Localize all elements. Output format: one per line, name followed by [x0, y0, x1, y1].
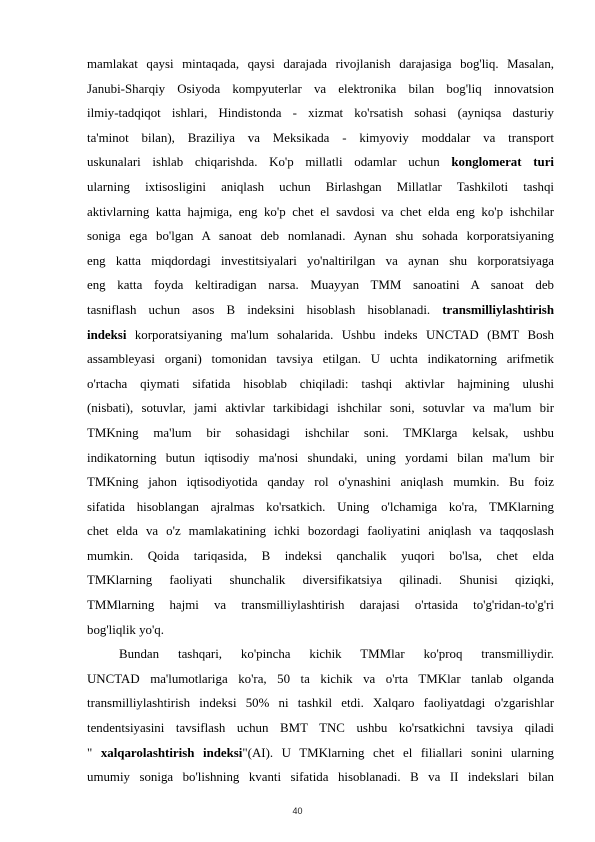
text-line	[87, 298, 554, 323]
text-span: transmilliylashtirish indeksi 50% ni tashkil etdi. Xalqaro faoliyatdagi o'zgarishlar	[87, 696, 554, 711]
text-span: eng katta foyda keltiradigan narsa. Muayyan TMM sanoatini A sanoat deb	[87, 278, 554, 293]
text-span: ilmiy-tadqiqot ishlari, Hindistonda - xizmat ko'rsatish sohasi (ayniqsa dasturiy	[87, 106, 554, 121]
text-span: TMMlarning hajmi va transmilliylashtirish darajasi o'rtasida to'g'ridan-to'g'ri	[87, 598, 554, 613]
text-span: Bundan tashqari, ko'pincha kichik TMMlar ko'proq transmilliydir.	[119, 647, 554, 662]
text-line	[87, 101, 554, 126]
text-line	[87, 593, 554, 618]
bold-term: konglomerat turi	[451, 155, 554, 170]
text-line	[87, 470, 554, 495]
text-span: o'rtacha qiymati sifatida hisoblab chiqiladi: tashqi aktivlar hajmining ulushi	[87, 376, 554, 391]
text-span: chet elda va o'z mamlakatining ichki bozordagi faoliyatini aniqlash va taqqoslash	[87, 524, 554, 539]
text-line	[87, 273, 554, 298]
text-line	[87, 568, 554, 593]
text-span: soniga ega bo'lgan A sanoat deb nomlanadi. Aynan shu sohada korporatsiyaning	[87, 229, 554, 244]
text-line	[87, 544, 554, 569]
text-span: mamlakat qaysi mintaqada, qaysi darajada rivojlanish darajasiga bog'liq. Masalan,	[87, 57, 554, 71]
text-span: "(AI). U TMKlarning chet el filiallari sonini ularning	[242, 745, 554, 760]
text-line	[87, 741, 554, 766]
text-span: ta'minot bilan), Braziliya va Meksikada - kimyoviy moddalar va transport	[87, 130, 554, 145]
text-span: umumiy soniga bo'lishning kvanti sifatida hisoblanadi. B va II indekslari bilan	[87, 770, 554, 785]
text-line	[87, 249, 554, 274]
text-line	[87, 421, 554, 446]
text-line	[87, 716, 554, 741]
text-line	[87, 618, 554, 643]
text-line	[87, 642, 554, 667]
text-span: (nisbati), sotuvlar, jami aktivlar tarkibidagi ishchilar soni, sotuvlar va ma'lum bir	[87, 401, 554, 416]
text-line	[87, 323, 554, 348]
text-span: UNCTAD ma'lumotlariga ko'ra, 50 ta kichik va o'rta TMKlar tanlab olganda	[87, 671, 554, 686]
text-line	[87, 200, 554, 225]
text-span: korporatsiyaning ma'lum sohalarida. Ushbu indeks UNCTAD (BMT Bosh	[126, 327, 554, 342]
text-span: bog'liqlik yo'q.	[87, 622, 164, 637]
text-span: tasniflash uchun asos B indeksini hisoblash hisoblanadi.	[87, 302, 443, 317]
text-span: indikatorning butun iqtisodiy ma'nosi shundaki, uning yordami bilan ma'lum bir	[87, 450, 554, 465]
text-line	[87, 347, 554, 372]
paragraph-text	[87, 52, 554, 790]
text-span: TMKning jahon iqtisodiyotida qanday rol o'ynashini aniqlash mumkin. Bu foiz	[87, 475, 554, 490]
text-span: mumkin. Qoida tariqasida, B indeksi qanchalik yuqori bo'lsa, chet elda	[87, 548, 554, 563]
text-line	[87, 446, 554, 471]
text-span: eng katta miqdordagi investitsiyalari yo'naltirilgan va aynan shu korporatsiyaga	[87, 253, 554, 268]
text-line	[87, 52, 554, 77]
text-line	[87, 126, 554, 151]
text-span: "	[87, 745, 101, 760]
text-line	[87, 224, 554, 249]
bold-term: indeksi	[87, 327, 127, 342]
bold-term: xalqarolashtirish indeksi	[100, 745, 243, 760]
text-span: sifatida hisoblangan ajralmas ko'rsatkich. Uning o'lchamiga ko'ra, TMKlarning	[87, 499, 554, 514]
bold-term: transmilliylashtirish	[442, 302, 554, 317]
text-span: uskunalari ishlab chiqarishda. Ko'p millatli odamlar uchun	[87, 155, 452, 170]
text-line	[87, 372, 554, 397]
text-line	[87, 495, 554, 520]
document-body	[87, 52, 554, 790]
text-span: TMKning ma'lum bir sohasidagi ishchilar soni. TMKlarga kelsak, ushbu	[87, 425, 554, 440]
text-span: tendentsiyasini tavsiflash uchun BMT TNC ushbu ko'rsatkichni tavsiya qiladi	[87, 721, 554, 736]
text-span: Janubi-Sharqiy Osiyoda kompyuterlar va elektronika bilan bog'liq innovatsion	[87, 81, 554, 96]
text-line	[87, 150, 554, 175]
text-line	[87, 667, 554, 692]
text-span: aktivlarning katta hajmiga, eng ko'p chet el savdosi va chet elda eng ko'p ishchilar	[87, 204, 554, 219]
text-line	[87, 765, 554, 790]
text-line	[87, 396, 554, 421]
text-line	[87, 519, 554, 544]
text-line	[87, 77, 554, 102]
text-span: assambleyasi organi) tomonidan tavsiya etilgan. U uchta indikatorning arifmetik	[87, 352, 554, 367]
text-span: ularning ixtisosligini aniqlash uchun Birlashgan Millatlar Tashkiloti tashqi	[87, 179, 554, 194]
text-span: TMKlarning faoliyati shunchalik diversifikatsiya qilinadi. Shunisi qiziqki,	[87, 573, 554, 588]
text-line	[87, 175, 554, 200]
page-number: 40	[292, 806, 303, 816]
text-line	[87, 691, 554, 716]
